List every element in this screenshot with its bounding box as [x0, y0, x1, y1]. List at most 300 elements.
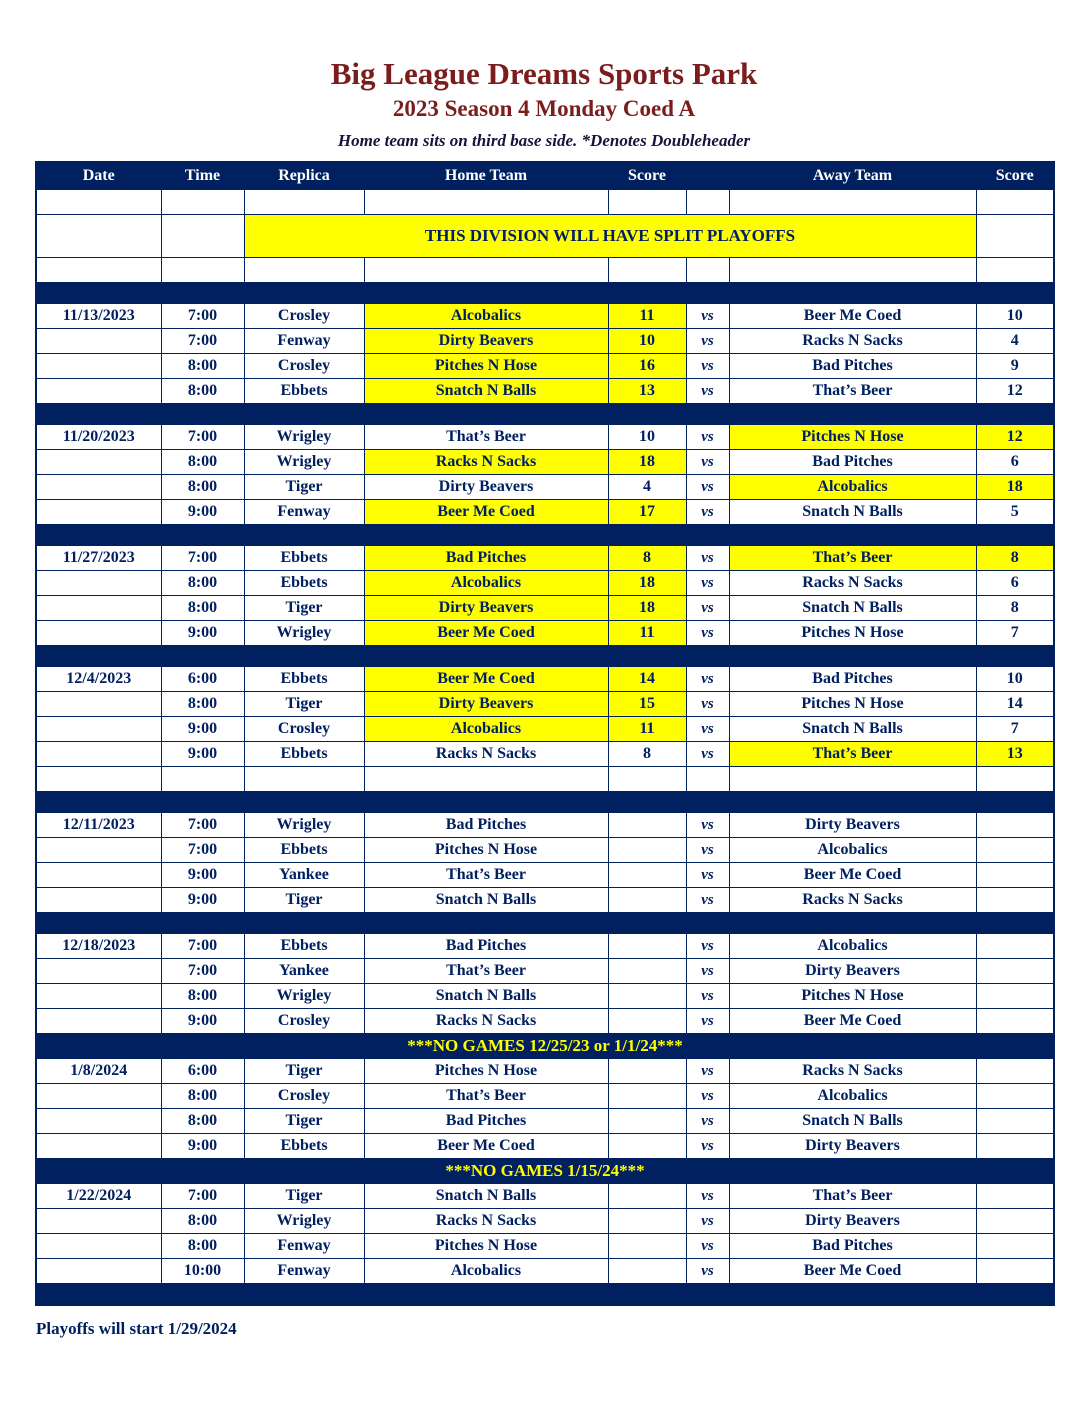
away-team-cell: Racks N Sacks	[729, 329, 976, 354]
home-score-cell	[608, 767, 686, 792]
date-cell	[36, 215, 161, 258]
away-team-cell: Alcobalics	[729, 1084, 976, 1109]
replica-cell: Crosley	[244, 1084, 364, 1109]
date-cell	[36, 621, 161, 646]
time-cell: 9:00	[161, 1134, 244, 1159]
home-team-cell: Racks N Sacks	[364, 1209, 608, 1234]
away-score-cell: 14	[976, 692, 1054, 717]
home-team-cell: That’s Beer	[364, 863, 608, 888]
home-team-cell: Snatch N Balls	[364, 984, 608, 1009]
home-team-cell: Alcobalics	[364, 1259, 608, 1284]
playoffs-footer: Playoffs will start 1/29/2024	[36, 1319, 237, 1338]
vs-cell: vs	[686, 1134, 729, 1159]
date-cell	[36, 475, 161, 500]
vs-cell: vs	[686, 304, 729, 329]
col-header-home-team: Home Team	[364, 162, 608, 190]
away-team-cell: That’s Beer	[729, 742, 976, 767]
time-cell: 8:00	[161, 596, 244, 621]
vs-cell: vs	[686, 959, 729, 984]
home-team-cell: That’s Beer	[364, 959, 608, 984]
time-cell: 8:00	[161, 450, 244, 475]
replica-cell: Crosley	[244, 354, 364, 379]
time-cell: 6:00	[161, 667, 244, 692]
replica-cell: Crosley	[244, 1009, 364, 1034]
away-score-cell	[976, 1059, 1054, 1084]
home-score-cell: 11	[608, 621, 686, 646]
away-team-cell: Beer Me Coed	[729, 304, 976, 329]
date-cell: 11/20/2023	[36, 425, 161, 450]
date-cell	[36, 1209, 161, 1234]
replica-cell: Fenway	[244, 329, 364, 354]
vs-cell	[686, 258, 729, 283]
time-cell	[161, 190, 244, 215]
game-row	[36, 667, 1054, 692]
replica-cell: Fenway	[244, 1234, 364, 1259]
vs-cell: vs	[686, 1109, 729, 1134]
game-row	[36, 813, 1054, 838]
home-score-cell	[608, 863, 686, 888]
date-cell	[36, 190, 161, 215]
away-score-cell: 6	[976, 450, 1054, 475]
game-row	[36, 475, 1054, 500]
schedule-table	[35, 161, 1055, 1306]
game-row	[36, 1209, 1054, 1234]
separator-row	[36, 1284, 1054, 1306]
date-cell	[36, 500, 161, 525]
home-score-cell	[608, 258, 686, 283]
away-team-cell	[729, 767, 976, 792]
away-score-cell: 18	[976, 475, 1054, 500]
home-team-cell: Dirty Beavers	[364, 692, 608, 717]
separator-bar	[36, 283, 1054, 304]
col-header-time: Time	[161, 162, 244, 190]
vs-cell: vs	[686, 888, 729, 913]
game-row	[36, 1259, 1054, 1284]
away-score-cell	[976, 838, 1054, 863]
separator-bar	[36, 525, 1054, 546]
home-team-cell: Racks N Sacks	[364, 742, 608, 767]
time-cell: 6:00	[161, 1059, 244, 1084]
home-score-cell	[608, 1234, 686, 1259]
game-row	[36, 450, 1054, 475]
away-score-cell	[976, 934, 1054, 959]
away-team-cell: Pitches N Hose	[729, 425, 976, 450]
home-team-cell	[364, 767, 608, 792]
game-row	[36, 742, 1054, 767]
away-score-cell: 10	[976, 667, 1054, 692]
away-team-cell: Dirty Beavers	[729, 959, 976, 984]
time-cell: 7:00	[161, 838, 244, 863]
game-row	[36, 1109, 1054, 1134]
schedule-body	[36, 190, 1054, 1306]
home-team-cell: Racks N Sacks	[364, 1009, 608, 1034]
date-cell	[36, 571, 161, 596]
time-cell: 8:00	[161, 354, 244, 379]
date-cell	[36, 692, 161, 717]
vs-cell: vs	[686, 1259, 729, 1284]
separator-row	[36, 404, 1054, 425]
away-team-cell: Pitches N Hose	[729, 984, 976, 1009]
home-score-cell: 15	[608, 692, 686, 717]
away-score-cell	[976, 959, 1054, 984]
home-score-cell: 10	[608, 425, 686, 450]
game-row	[36, 1084, 1054, 1109]
empty-row	[36, 258, 1054, 283]
replica-cell	[244, 190, 364, 215]
time-cell: 9:00	[161, 863, 244, 888]
separator-bar	[36, 404, 1054, 425]
home-team-cell: Alcobalics	[364, 717, 608, 742]
vs-cell: vs	[686, 621, 729, 646]
away-score-cell	[976, 1209, 1054, 1234]
replica-cell: Crosley	[244, 304, 364, 329]
home-team-cell: Dirty Beavers	[364, 475, 608, 500]
col-header-home-score: Score	[608, 162, 686, 190]
game-row	[36, 863, 1054, 888]
vs-cell: vs	[686, 571, 729, 596]
away-score-cell: 7	[976, 621, 1054, 646]
replica-cell	[244, 767, 364, 792]
vs-cell: vs	[686, 667, 729, 692]
game-row	[36, 1184, 1054, 1209]
replica-cell	[244, 258, 364, 283]
vs-cell: vs	[686, 863, 729, 888]
away-team-cell: Pitches N Hose	[729, 621, 976, 646]
away-score-cell	[976, 1234, 1054, 1259]
time-cell: 8:00	[161, 1084, 244, 1109]
away-team-cell: Racks N Sacks	[729, 1059, 976, 1084]
home-team-cell: Bad Pitches	[364, 1109, 608, 1134]
time-cell	[161, 767, 244, 792]
home-team-cell: Bad Pitches	[364, 934, 608, 959]
date-cell	[36, 1109, 161, 1134]
away-score-cell	[976, 1184, 1054, 1209]
replica-cell: Ebbets	[244, 1134, 364, 1159]
date-cell	[36, 1009, 161, 1034]
replica-cell: Ebbets	[244, 838, 364, 863]
separator-row	[36, 283, 1054, 304]
away-score-cell	[976, 258, 1054, 283]
away-team-cell: Beer Me Coed	[729, 1009, 976, 1034]
game-row	[36, 329, 1054, 354]
game-row	[36, 425, 1054, 450]
home-team-cell: Pitches N Hose	[364, 838, 608, 863]
home-team-cell: Alcobalics	[364, 304, 608, 329]
date-cell	[36, 959, 161, 984]
home-team-cell: Snatch N Balls	[364, 379, 608, 404]
home-team-cell: Beer Me Coed	[364, 621, 608, 646]
vs-cell: vs	[686, 596, 729, 621]
away-team-cell: Dirty Beavers	[729, 1134, 976, 1159]
home-score-cell: 16	[608, 354, 686, 379]
time-cell: 8:00	[161, 1234, 244, 1259]
col-header-replica: Replica	[244, 162, 364, 190]
home-team-cell: Bad Pitches	[364, 546, 608, 571]
home-score-cell	[608, 888, 686, 913]
game-row	[36, 1234, 1054, 1259]
col-header-away-score: Score	[976, 162, 1054, 190]
away-team-cell: Snatch N Balls	[729, 717, 976, 742]
away-team-cell: Bad Pitches	[729, 667, 976, 692]
banner-row	[36, 215, 1054, 258]
time-cell: 9:00	[161, 888, 244, 913]
replica-cell: Ebbets	[244, 934, 364, 959]
time-cell: 7:00	[161, 934, 244, 959]
home-score-cell: 11	[608, 304, 686, 329]
away-team-cell: Dirty Beavers	[729, 813, 976, 838]
vs-cell	[686, 190, 729, 215]
vs-cell: vs	[686, 1059, 729, 1084]
home-score-cell: 18	[608, 450, 686, 475]
home-team-cell: Pitches N Hose	[364, 354, 608, 379]
replica-cell: Ebbets	[244, 546, 364, 571]
vs-cell: vs	[686, 742, 729, 767]
game-row	[36, 959, 1054, 984]
replica-cell: Ebbets	[244, 742, 364, 767]
game-row	[36, 1059, 1054, 1084]
home-team-cell: Beer Me Coed	[364, 667, 608, 692]
game-row	[36, 888, 1054, 913]
date-cell	[36, 888, 161, 913]
away-team-cell: Snatch N Balls	[729, 1109, 976, 1134]
vs-cell: vs	[686, 354, 729, 379]
time-cell: 7:00	[161, 304, 244, 329]
separator-row	[36, 525, 1054, 546]
date-cell: 11/27/2023	[36, 546, 161, 571]
time-cell: 9:00	[161, 1009, 244, 1034]
game-row	[36, 304, 1054, 329]
replica-cell: Wrigley	[244, 813, 364, 838]
date-cell	[36, 742, 161, 767]
home-score-cell	[608, 1134, 686, 1159]
replica-cell: Wrigley	[244, 425, 364, 450]
empty-row	[36, 190, 1054, 215]
replica-cell: Ebbets	[244, 571, 364, 596]
game-row	[36, 379, 1054, 404]
away-score-cell: 7	[976, 717, 1054, 742]
col-header-away-team: Away Team	[729, 162, 976, 190]
time-cell: 9:00	[161, 500, 244, 525]
time-cell: 8:00	[161, 475, 244, 500]
home-score-cell	[608, 190, 686, 215]
game-row	[36, 1009, 1054, 1034]
home-score-cell: 14	[608, 667, 686, 692]
away-score-cell	[976, 190, 1054, 215]
home-score-cell: 13	[608, 379, 686, 404]
away-score-cell	[976, 1259, 1054, 1284]
game-row	[36, 546, 1054, 571]
date-cell	[36, 379, 161, 404]
time-cell	[161, 215, 244, 258]
away-team-cell: Dirty Beavers	[729, 1209, 976, 1234]
away-team-cell: Racks N Sacks	[729, 888, 976, 913]
home-team-cell: Beer Me Coed	[364, 500, 608, 525]
notice-row	[36, 1034, 1054, 1059]
home-team-cell: Beer Me Coed	[364, 1134, 608, 1159]
date-cell	[36, 596, 161, 621]
away-team-cell: That’s Beer	[729, 379, 976, 404]
away-score-cell	[976, 1134, 1054, 1159]
away-score-cell: 10	[976, 304, 1054, 329]
notice-row	[36, 1159, 1054, 1184]
vs-cell: vs	[686, 1009, 729, 1034]
game-row	[36, 934, 1054, 959]
home-score-cell: 10	[608, 329, 686, 354]
away-team-cell: Alcobalics	[729, 838, 976, 863]
replica-cell: Wrigley	[244, 450, 364, 475]
separator-bar	[36, 913, 1054, 934]
replica-cell: Yankee	[244, 959, 364, 984]
vs-cell: vs	[686, 1234, 729, 1259]
replica-cell: Tiger	[244, 1184, 364, 1209]
away-team-cell: That’s Beer	[729, 546, 976, 571]
date-cell	[36, 450, 161, 475]
replica-cell: Wrigley	[244, 621, 364, 646]
game-row	[36, 621, 1054, 646]
replica-cell: Ebbets	[244, 667, 364, 692]
vs-cell: vs	[686, 692, 729, 717]
away-score-cell: 6	[976, 571, 1054, 596]
separator-row	[36, 913, 1054, 934]
away-team-cell: Bad Pitches	[729, 354, 976, 379]
date-cell: 1/22/2024	[36, 1184, 161, 1209]
away-score-cell: 8	[976, 546, 1054, 571]
vs-cell: vs	[686, 1084, 729, 1109]
replica-cell: Tiger	[244, 888, 364, 913]
vs-cell: vs	[686, 934, 729, 959]
division-banner: THIS DIVISION WILL HAVE SPLIT PLAYOFFS	[244, 215, 976, 258]
vs-cell: vs	[686, 717, 729, 742]
page-title: Big League Dreams Sports Park	[330, 56, 758, 91]
away-team-cell	[729, 258, 976, 283]
vs-cell: vs	[686, 500, 729, 525]
away-score-cell	[976, 1109, 1054, 1134]
separator-bar	[36, 1284, 1054, 1306]
date-cell	[36, 1259, 161, 1284]
game-row	[36, 354, 1054, 379]
away-score-cell: 12	[976, 379, 1054, 404]
game-row	[36, 596, 1054, 621]
col-header-vs	[686, 162, 729, 190]
home-team-cell: Pitches N Hose	[364, 1059, 608, 1084]
home-score-cell: 11	[608, 717, 686, 742]
replica-cell: Tiger	[244, 1109, 364, 1134]
replica-cell: Yankee	[244, 863, 364, 888]
away-score-cell	[976, 215, 1054, 258]
home-score-cell	[608, 1184, 686, 1209]
away-team-cell	[729, 190, 976, 215]
replica-cell: Tiger	[244, 1059, 364, 1084]
separator-row	[36, 646, 1054, 667]
time-cell	[161, 258, 244, 283]
time-cell: 10:00	[161, 1259, 244, 1284]
away-team-cell: Snatch N Balls	[729, 596, 976, 621]
separator-bar	[36, 792, 1054, 813]
time-cell: 7:00	[161, 425, 244, 450]
home-score-cell	[608, 813, 686, 838]
game-row	[36, 1134, 1054, 1159]
home-score-cell	[608, 959, 686, 984]
time-cell: 7:00	[161, 959, 244, 984]
time-cell: 9:00	[161, 621, 244, 646]
home-team-note: Home team sits on third base side. *Denotes Doubleheader	[337, 131, 751, 150]
date-cell: 12/4/2023	[36, 667, 161, 692]
away-score-cell: 9	[976, 354, 1054, 379]
home-score-cell	[608, 1009, 686, 1034]
home-score-cell	[608, 1209, 686, 1234]
home-score-cell	[608, 1084, 686, 1109]
vs-cell: vs	[686, 329, 729, 354]
game-row	[36, 984, 1054, 1009]
time-cell: 8:00	[161, 984, 244, 1009]
time-cell: 8:00	[161, 1109, 244, 1134]
away-score-cell	[976, 888, 1054, 913]
replica-cell: Ebbets	[244, 379, 364, 404]
no-games-notice: ***NO GAMES 1/15/24***	[36, 1159, 1054, 1184]
home-score-cell: 18	[608, 596, 686, 621]
home-team-cell: Snatch N Balls	[364, 888, 608, 913]
date-cell	[36, 838, 161, 863]
vs-cell: vs	[686, 838, 729, 863]
home-team-cell	[364, 190, 608, 215]
replica-cell: Wrigley	[244, 984, 364, 1009]
away-score-cell: 4	[976, 329, 1054, 354]
game-row	[36, 717, 1054, 742]
home-score-cell: 17	[608, 500, 686, 525]
home-team-cell: Pitches N Hose	[364, 1234, 608, 1259]
time-cell: 8:00	[161, 571, 244, 596]
away-score-cell: 13	[976, 742, 1054, 767]
home-score-cell: 8	[608, 546, 686, 571]
no-games-notice: ***NO GAMES 12/25/23 or 1/1/24***	[36, 1034, 1054, 1059]
vs-cell: vs	[686, 1184, 729, 1209]
away-score-cell	[976, 863, 1054, 888]
away-score-cell: 12	[976, 425, 1054, 450]
away-team-cell: That’s Beer	[729, 1184, 976, 1209]
home-team-cell: That’s Beer	[364, 1084, 608, 1109]
away-team-cell: Bad Pitches	[729, 450, 976, 475]
header-row	[36, 162, 1054, 190]
away-score-cell	[976, 767, 1054, 792]
away-score-cell	[976, 813, 1054, 838]
home-team-cell: Snatch N Balls	[364, 1184, 608, 1209]
date-cell	[36, 984, 161, 1009]
away-team-cell: Bad Pitches	[729, 1234, 976, 1259]
separator-row	[36, 792, 1054, 813]
vs-cell: vs	[686, 475, 729, 500]
away-team-cell: Racks N Sacks	[729, 571, 976, 596]
replica-cell: Fenway	[244, 500, 364, 525]
home-score-cell	[608, 934, 686, 959]
date-cell	[36, 863, 161, 888]
home-score-cell: 18	[608, 571, 686, 596]
vs-cell: vs	[686, 546, 729, 571]
away-team-cell: Beer Me Coed	[729, 1259, 976, 1284]
vs-cell: vs	[686, 425, 729, 450]
time-cell: 8:00	[161, 692, 244, 717]
separator-bar	[36, 646, 1054, 667]
date-cell: 12/18/2023	[36, 934, 161, 959]
away-score-cell	[976, 1009, 1054, 1034]
home-score-cell	[608, 1259, 686, 1284]
time-cell: 7:00	[161, 1184, 244, 1209]
time-cell: 7:00	[161, 329, 244, 354]
date-cell	[36, 717, 161, 742]
home-score-cell: 8	[608, 742, 686, 767]
time-cell: 9:00	[161, 742, 244, 767]
sheet-header	[0, 0, 1088, 152]
home-score-cell	[608, 1109, 686, 1134]
